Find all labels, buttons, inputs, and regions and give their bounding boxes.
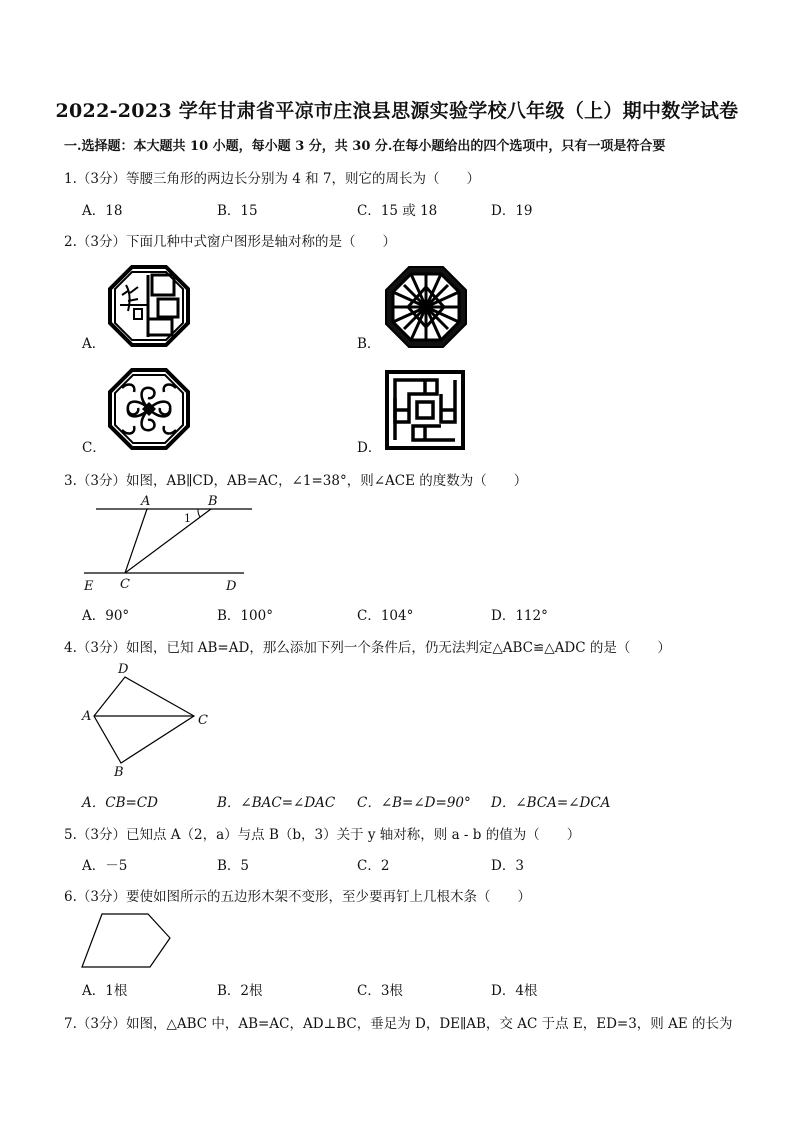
q4-option-c: C．∠B=∠D=90° — [357, 795, 471, 811]
q2-option-d: D． — [357, 440, 382, 456]
q5-option-c: C．2 — [357, 858, 390, 874]
q3-option-c: C．104° — [357, 608, 414, 624]
q2-option-b: B． — [357, 336, 381, 352]
angle-1-arc — [198, 509, 200, 517]
q1-option-a: A．18 — [82, 203, 123, 219]
q2-option-c: C． — [82, 440, 106, 456]
q5-option-d: D．3 — [491, 858, 524, 874]
q5-option-a: A．－5 — [82, 858, 128, 874]
q4-option-d: D．∠BCA=∠DCA — [491, 795, 611, 811]
quadrilateral-abcd — [94, 677, 194, 763]
q6-option-a: A．1根 — [82, 983, 128, 999]
q1-option-d: D．19 — [491, 203, 533, 219]
question-4: 4.（3分）如图，已知 AB=AD，那么添加下列一个条件后，仍无法判定△ABC≌△ADC 的是（ ） — [64, 640, 671, 656]
question-2: 2.（3分）下面几种中式窗户图形是轴对称的是（ ） — [64, 234, 396, 250]
q4-option-a: A．CB=CD — [82, 795, 158, 811]
q2-option-a: A． — [82, 336, 106, 352]
label-d: D — [118, 662, 129, 677]
label-c: C — [120, 577, 130, 592]
segment-bc — [125, 509, 211, 573]
section-heading: 一.选择题：本大题共 10 小题，每小题 3 分，共 30 分.在每小题给出的四个选项中，只有一项是符合要 — [64, 139, 666, 154]
q6-option-c: C．3根 — [357, 983, 403, 999]
window-b-image — [384, 265, 468, 349]
q6-pentagon-figure — [80, 912, 174, 970]
window-a-image — [108, 265, 190, 347]
q1-option-c: C．15 或 18 — [357, 203, 438, 219]
label-a: A — [141, 494, 151, 509]
label-c: C — [198, 713, 208, 728]
label-a: A — [82, 709, 92, 724]
question-7: 7.（3分）如图，△ABC 中，AB=AC，AD⊥BC，垂足为 D，DE∥AB，交 AC 于点 E，ED=3，则 AE 的长为 — [64, 1016, 733, 1032]
segment-ac — [125, 509, 147, 573]
page-title: 2022-2023 学年甘肃省平凉市庄浪县思源实验学校八年级（上）期中数学试卷 — [55, 100, 739, 122]
q6-option-d: D．4根 — [491, 983, 538, 999]
q5-option-b: B．5 — [217, 858, 250, 874]
question-3: 3.（3分）如图，AB∥CD，AB=AC，∠1=38°，则∠ACE 的度数为（ ） — [64, 473, 528, 489]
question-5: 5.（3分）已知点 A（2，a）与点 B（b，3）关于 y 轴对称，则 a - b 的值为（ ） — [64, 827, 581, 843]
label-e: E — [84, 579, 94, 594]
label-1: 1 — [184, 512, 191, 525]
window-d-image — [385, 370, 465, 450]
q3-option-b: B．100° — [217, 608, 273, 624]
window-c-image — [108, 368, 190, 450]
q3-option-a: A．90° — [82, 608, 130, 624]
label-b: B — [208, 494, 218, 509]
q4-option-b: B．∠BAC=∠DAC — [217, 795, 336, 811]
label-d: D — [226, 579, 237, 594]
q3-option-d: D．112° — [491, 608, 548, 624]
q3-figure — [80, 494, 260, 594]
q4-figure — [78, 660, 218, 780]
label-b: B — [114, 765, 124, 780]
q6-option-b: B．2根 — [217, 983, 263, 999]
question-1: 1.（3分）等腰三角形的两边长分别为 4 和 7，则它的周长为（ ） — [64, 171, 481, 187]
q1-option-b: B．15 — [217, 203, 258, 219]
question-6: 6.（3分）要使如图所示的五边形木架不变形，至少要再钉上几根木条（ ） — [64, 889, 531, 905]
